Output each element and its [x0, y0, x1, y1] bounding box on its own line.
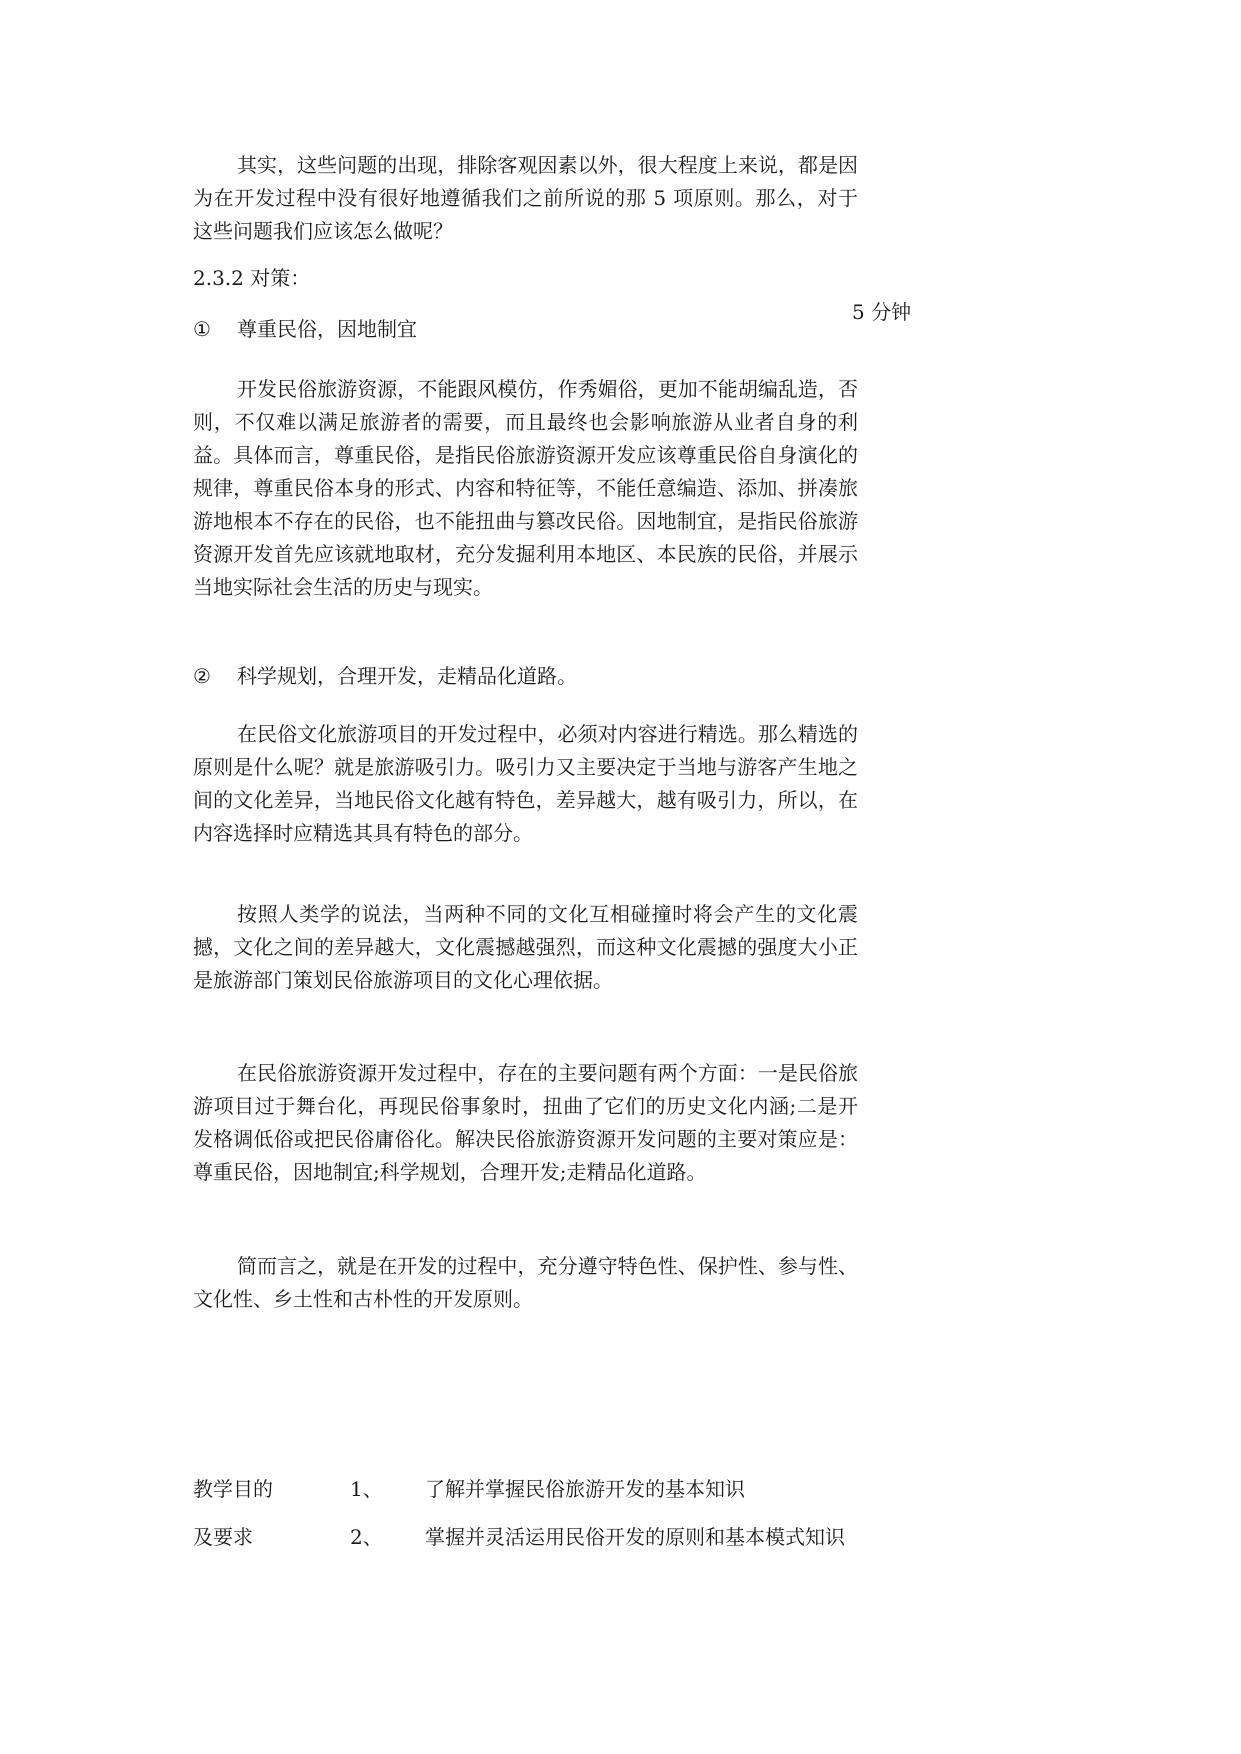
list-marker-1: ① [193, 317, 211, 341]
item2-body-paragraph-1: 在民俗文化旅游项目的开发过程中，必须对内容进行精选。那么精选的原则是什么呢？就是旅游吸引力。吸引力又主要决定于当地与游客产生地之间的文化差异，当地民俗文化越有特色，差异越大，越有吸引力，所以，在内容选择时应精选其具有特色的部分。 [193, 722, 858, 845]
summary-paragraph-1: 在民俗旅游资源开发过程中，存在的主要问题有两个方面：一是民俗旅游项目过于舞台化，再现民俗事象时，扭曲了它们的历史文化内涵;二是开发格调低俗或把民俗庸俗化。解决民俗旅游资源开发问题的主要对策应是：尊重民俗，因地制宜;科学规划，合理开发;走精品化道路。 [193, 1061, 858, 1184]
list-item-1 [193, 313, 417, 346]
section-heading: 2.3.2 对策： [193, 266, 311, 290]
list-item-2 [193, 660, 577, 693]
teaching-goal-text-2: 掌握并灵活运用民俗开发的原则和基本模式知识 [425, 1525, 845, 1549]
intro-paragraph: 其实，这些问题的出现，排除客观因素以外，很大程度上来说，都是因为在开发过程中没有很好地遵循我们之前所说的那 5 项原则。那么，对于这些问题我们应该怎么做呢？ [193, 153, 858, 243]
list-marker-2: ② [193, 664, 211, 688]
list-item-2-title: 科学规划，合理开发，走精品化道路。 [237, 664, 577, 688]
time-note: 5 分钟 [852, 300, 912, 324]
summary-paragraph-2: 简而言之，就是在开发的过程中，充分遵守特色性、保护性、参与性、文化性、乡土性和古朴性的开发原则。 [193, 1254, 858, 1311]
teaching-goals-label-2: 及要求 [193, 1525, 253, 1549]
item2-body-paragraph-2: 按照人类学的说法，当两种不同的文化互相碰撞时将会产生的文化震撼，文化之间的差异越大，文化震撼越强烈，而这种文化震撼的强度大小正是旅游部门策划民俗旅游项目的文化心理依据。 [193, 902, 858, 992]
teaching-goal-number-1: 1、 [350, 1477, 383, 1501]
teaching-goals-label-1: 教学目的 [193, 1477, 273, 1501]
item1-body-paragraph: 开发民俗旅游资源，不能跟风模仿，作秀媚俗，更加不能胡编乱造，否则，不仅难以满足旅游者的需要，而且最终也会影响旅游从业者自身的利益。具体而言，尊重民俗，是指民俗旅游资源开发应该尊重民俗自身演化的规律，尊重民俗本身的形式、内容和特征等，不能任意编造、添加、拼凑旅游地根本不存在的民俗，也不能扭曲与篡改民俗。因地制宜，是指民俗旅游资源开发首先应该就地取材，充分发掘利用本地区、本民族的民俗，并展示当地实际社会生活的历史与现实。 [193, 377, 858, 599]
list-item-1-title: 尊重民俗，因地制宜 [237, 317, 417, 341]
teaching-goal-text-1: 了解并掌握民俗旅游开发的基本知识 [425, 1477, 745, 1501]
teaching-goal-number-2: 2、 [350, 1525, 383, 1549]
